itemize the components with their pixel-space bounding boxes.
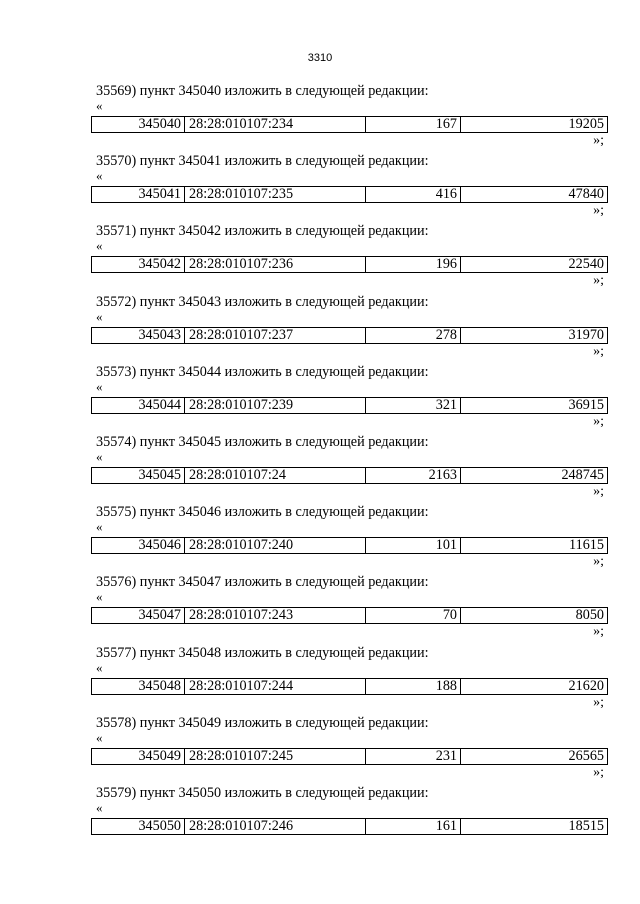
table-row (91, 467, 608, 484)
amendment-heading: 35573) пункт 345044 изложить в следующей редакции: (96, 363, 429, 380)
area-cell: 188 (366, 679, 461, 694)
amendment-item (0, 363, 640, 433)
area-cell: 231 (366, 749, 461, 764)
amendment-list (0, 82, 640, 854)
amendment-item (0, 503, 640, 573)
opening-quote: « (96, 659, 103, 675)
cadastral-number-cell: 28:28:010107:240 (185, 538, 366, 553)
item-number-cell: 345050 (92, 819, 185, 834)
table-row (91, 116, 608, 133)
amendment-item (0, 293, 640, 363)
cadastral-number-cell: 28:28:010107:236 (185, 257, 366, 272)
value-cell: 21620 (568, 678, 604, 694)
amendment-item (0, 222, 640, 292)
item-number-cell: 345042 (92, 257, 185, 272)
closing-quote: »; (593, 133, 604, 148)
cadastral-number-cell: 28:28:010107:245 (185, 749, 366, 764)
area-cell: 101 (366, 538, 461, 553)
amendment-item (0, 152, 640, 222)
amendment-heading: 35572) пункт 345043 изложить в следующей редакции: (96, 293, 429, 310)
cadastral-number-cell: 28:28:010107:235 (185, 187, 366, 202)
item-number-cell: 345040 (92, 117, 185, 132)
value-cell: 11615 (569, 538, 604, 554)
area-cell: 196 (366, 257, 461, 272)
table-row (91, 537, 608, 554)
value-cell: 36915 (568, 397, 604, 413)
item-number-cell: 345048 (92, 679, 185, 694)
opening-quote: « (96, 378, 103, 394)
item-number-cell: 345045 (92, 468, 185, 483)
amendment-heading: 35578) пункт 345049 изложить в следующей редакции: (96, 714, 429, 731)
opening-quote: « (96, 238, 103, 254)
amendment-item (0, 433, 640, 503)
opening-quote: « (96, 98, 103, 113)
item-number-cell: 345043 (92, 328, 185, 343)
value-cell: 26565 (568, 748, 604, 764)
amendment-heading: 35571) пункт 345042 изложить в следующей редакции: (96, 223, 429, 240)
closing-quote: »; (593, 624, 604, 640)
table-row (91, 818, 608, 835)
amendment-heading: 35574) пункт 345045 изложить в следующей редакции: (96, 433, 429, 450)
amendment-heading: 35570) пункт 345041 изложить в следующей редакции: (96, 153, 429, 170)
closing-quote: »; (593, 764, 604, 780)
value-cell: 18515 (568, 818, 604, 834)
closing-quote: »; (593, 694, 604, 710)
value-cell: 19205 (568, 117, 604, 132)
area-cell: 278 (366, 328, 461, 343)
closing-quote: »; (593, 343, 604, 359)
value-cell: 31970 (568, 327, 604, 343)
closing-quote: »; (593, 483, 604, 499)
item-number-cell: 345041 (92, 187, 185, 202)
opening-quote: « (96, 168, 103, 184)
amendment-item (0, 714, 640, 784)
cadastral-number-cell: 28:28:010107:24 (185, 468, 366, 483)
amendment-heading: 35579) пункт 345050 изложить в следующей редакции: (96, 784, 429, 801)
amendment-heading: 35575) пункт 345046 изложить в следующей редакции: (96, 504, 429, 521)
cadastral-number-cell: 28:28:010107:246 (185, 819, 366, 834)
closing-quote: »; (593, 413, 604, 429)
closing-quote: »; (593, 273, 604, 289)
area-cell: 2163 (366, 468, 461, 483)
value-cell: 8050 (575, 608, 604, 624)
item-number-cell: 345049 (92, 749, 185, 764)
opening-quote: « (96, 729, 103, 745)
amendment-item (0, 82, 640, 152)
opening-quote: « (96, 589, 103, 605)
area-cell: 70 (366, 608, 461, 623)
table-row (91, 186, 608, 203)
opening-quote: « (96, 519, 103, 535)
table-row (91, 748, 608, 765)
cadastral-number-cell: 28:28:010107:239 (185, 398, 366, 413)
area-cell: 416 (366, 187, 461, 202)
table-row (91, 397, 608, 414)
cadastral-number-cell: 28:28:010107:243 (185, 608, 366, 623)
value-cell: 47840 (568, 187, 604, 203)
cadastral-number-cell: 28:28:010107:237 (185, 328, 366, 343)
area-cell: 321 (366, 398, 461, 413)
closing-quote: »; (593, 554, 604, 570)
value-cell: 22540 (568, 257, 604, 273)
table-row (91, 678, 608, 695)
value-cell: 248745 (561, 467, 604, 483)
cadastral-number-cell: 28:28:010107:234 (185, 117, 366, 132)
opening-quote: « (96, 308, 103, 324)
cadastral-number-cell: 28:28:010107:244 (185, 679, 366, 694)
amendment-heading: 35576) пункт 345047 изложить в следующей редакции: (96, 574, 429, 591)
item-number-cell: 345046 (92, 538, 185, 553)
table-row (91, 327, 608, 344)
item-number-cell: 345044 (92, 398, 185, 413)
amendment-heading: 35577) пункт 345048 изложить в следующей редакции: (96, 644, 429, 661)
amendment-item (0, 644, 640, 714)
page-number: 3310 (307, 52, 333, 64)
table-row (91, 607, 608, 624)
item-number-cell: 345047 (92, 608, 185, 623)
area-cell: 167 (366, 117, 461, 132)
amendment-heading: 35569) пункт 345040 изложить в следующей редакции: (96, 83, 429, 99)
opening-quote: « (96, 799, 103, 815)
table-row (91, 256, 608, 273)
opening-quote: « (96, 448, 103, 464)
amendment-item (0, 784, 640, 854)
closing-quote: »; (593, 203, 604, 219)
amendment-item (0, 573, 640, 643)
area-cell: 161 (366, 819, 461, 834)
